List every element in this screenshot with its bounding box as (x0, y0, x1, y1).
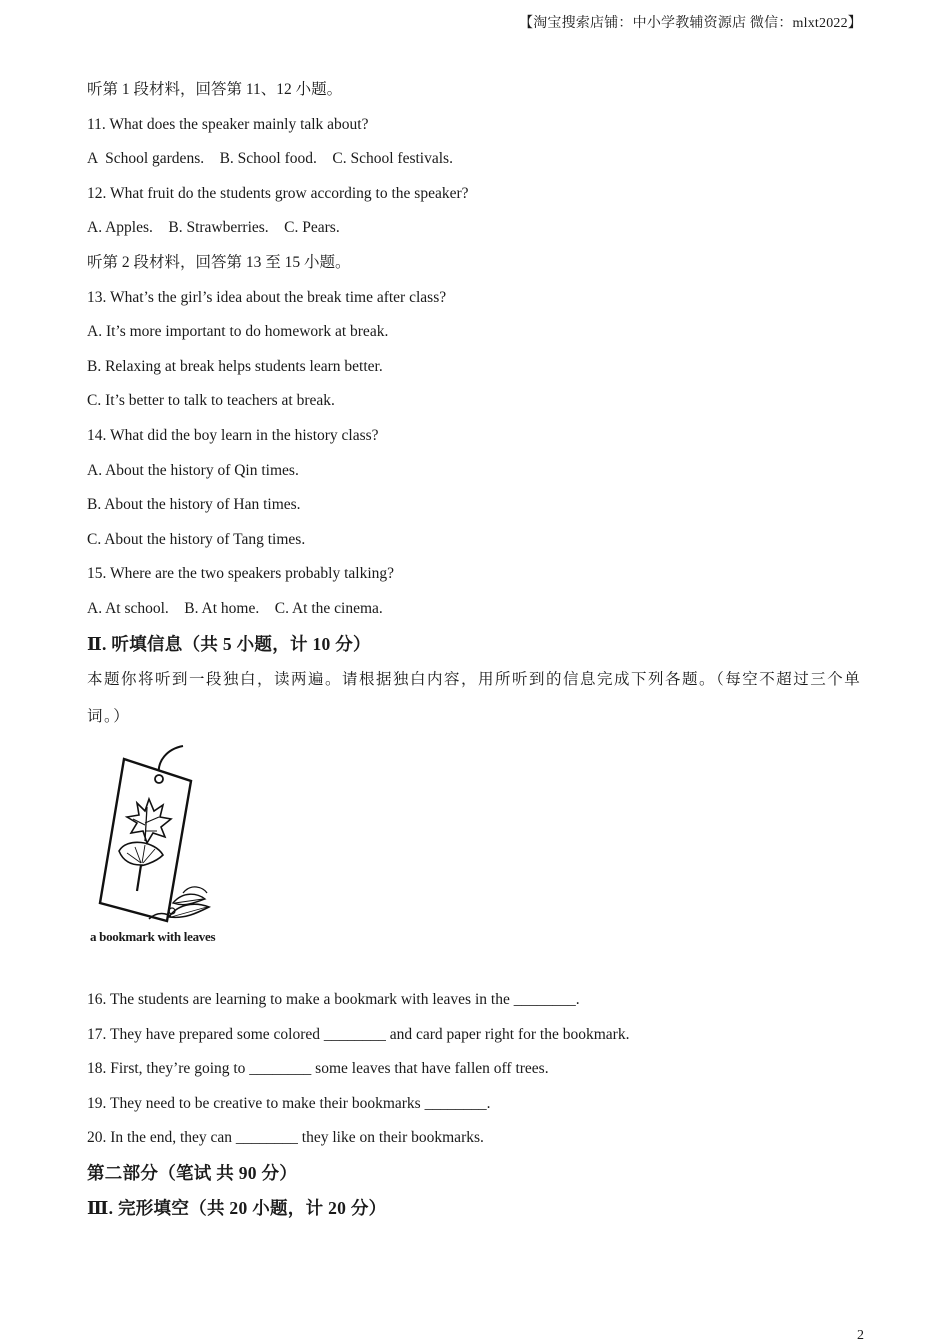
bookmark-illustration (87, 741, 247, 931)
section2-instruction: 本题你将听到一段独白，读两遍。请根据独白内容，用所听到的信息完成下列各题。（每空不超过三个单词。） (87, 671, 862, 726)
question-12: 12. What fruit do the students grow according to the speaker? (87, 184, 469, 202)
question-13-option-a: A. It’s more important to do homework at break. (87, 323, 389, 341)
page-header: 【淘宝搜索店铺：中小学教辅资源店 微信：mlxt2022】 (519, 16, 862, 31)
section2-heading: Ⅱ. 听填信息（共 5 小题，计 10 分） (87, 633, 371, 654)
figure-caption: a bookmark with leaves (90, 929, 216, 945)
page-number: 2 (857, 1328, 864, 1343)
question-13-option-b: B. Relaxing at break helps students learn better. (87, 357, 383, 375)
section1-instruction-2: 听第 2 段材料，回答第 13 至 15 小题。 (87, 253, 351, 271)
document-body (87, 73, 867, 1225)
question-17: 17. They have prepared some colored ________ and card paper right for the bookmark. (87, 1025, 630, 1043)
question-15-options: A. At school. B. At home. C. At the cinema. (87, 599, 383, 617)
question-14-option-c: C. About the history of Tang times. (87, 530, 306, 548)
question-11-options: A School gardens. B. School food. C. School festivals. (87, 150, 453, 168)
part2-heading: 第二部分（笔试 共 90 分） (87, 1163, 298, 1184)
question-19: 19. They need to be creative to make their bookmarks ________. (87, 1094, 491, 1112)
question-14: 14. What did the boy learn in the history class? (87, 426, 379, 444)
question-14-option-a: A. About the history of Qin times. (87, 461, 299, 479)
question-15: 15. Where are the two speakers probably talking? (87, 565, 395, 583)
question-16: 16. The students are learning to make a bookmark with leaves in the ________. (87, 991, 580, 1009)
section3-heading: Ⅲ. 完形填空（共 20 小题，计 20 分） (87, 1197, 387, 1218)
question-20: 20. In the end, they can ________ they like on their bookmarks. (87, 1129, 484, 1147)
bookmark-figure (87, 741, 247, 969)
question-12-options: A. Apples. B. Strawberries. C. Pears. (87, 219, 340, 237)
question-18: 18. First, they’re going to ________ some leaves that have fallen off trees. (87, 1060, 549, 1078)
question-13: 13. What’s the girl’s idea about the break time after class? (87, 288, 447, 306)
section1-instruction-1: 听第 1 段材料，回答第 11、12 小题。 (87, 81, 343, 98)
question-14-option-b: B. About the history of Han times. (87, 496, 301, 514)
question-11: 11. What does the speaker mainly talk about? (87, 115, 369, 133)
question-13-option-c: C. It’s better to talk to teachers at break. (87, 392, 335, 410)
